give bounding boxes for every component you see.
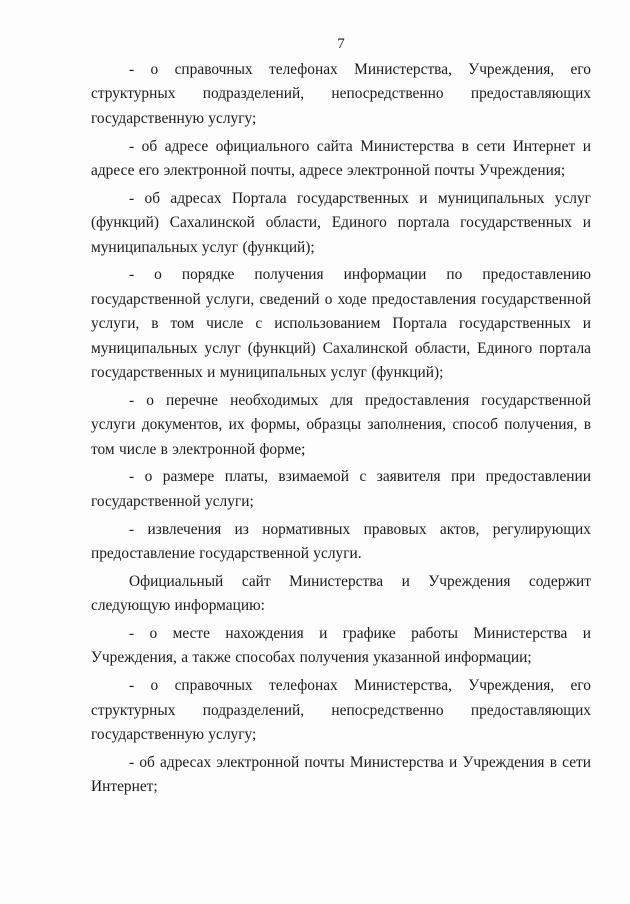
paragraph-website-address: - об адресе официального сайта Министерства в сети Интернет и адресе его электронной почты, адресе электронной почты Учреждения; xyxy=(91,137,591,180)
paragraph-website-contents-intro: Официальный сайт Министерства и Учреждения содержит следующую информацию: xyxy=(91,572,591,615)
paragraph-portal-addresses: - об адресах Портала государственных и муниципальных услуг (функций) Сахалинской области, Единого портала государственных и муниципальных услуг (функций); xyxy=(91,189,591,256)
paragraph-location-schedule: - о месте нахождения и графике работы Министерства и Учреждения, а также способах получения указанной информации; xyxy=(91,625,591,667)
paragraph-required-documents: - о перечне необходимых для предоставления государственной услуги документов, их формы, образцы заполнения, способ получения, в том числе в электронной форме; xyxy=(91,391,591,458)
paragraph-legal-extracts: - извлечения из нормативных правовых актов, регулирующих предоставление государственной услуги. xyxy=(91,520,591,563)
paragraph-reference-phones: - о справочных телефонах Министерства, Учреждения, его структурных подразделений, непосредственно предоставляющих государственную услугу; xyxy=(91,61,591,127)
document-body xyxy=(91,58,591,803)
paragraph-fee-amount: - о размере платы, взимаемой с заявителя при предоставлении государственной услуги; xyxy=(91,468,591,510)
paragraph-reference-phones-repeat: - о справочных телефонах Министерства, Учреждения, его структурных подразделений, непосредственно предоставляющих государственную услугу; xyxy=(91,677,591,744)
page-number: 7 xyxy=(337,36,345,52)
paragraph-information-procedure: - о порядке получения информации по предоставлению государственной услуги, сведений о ходе предоставления государственной услуги, в том числе с использованием Портала государственных и муниципальных услуг (функций) Сахалинской области, Единого портала государственных и муниципальных услуг (функций); xyxy=(91,266,591,382)
paragraph-email-addresses: - об адресах электронной почты Министерства и Учреждения в сети Интернет; xyxy=(91,753,591,796)
